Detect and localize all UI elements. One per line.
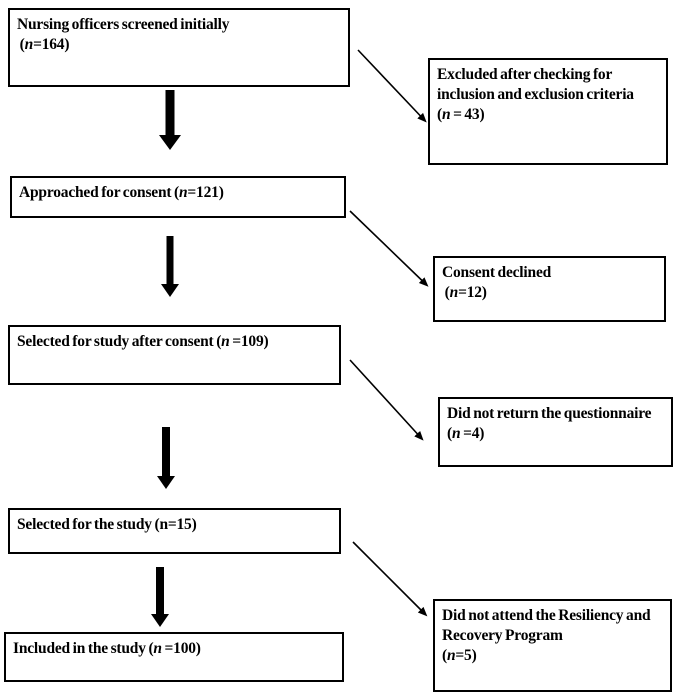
box-excluded-line2: inclusion and exclusion criteria: [437, 86, 634, 103]
box-no-attend-line2: Recovery Program: [442, 627, 563, 644]
box-screened: [8, 8, 350, 87]
box-no-attend-count: [442, 646, 663, 666]
exclusion-arrow-2: [350, 211, 422, 281]
text-segment: Selected for study after consent (: [17, 333, 222, 350]
n-symbol: n: [221, 333, 230, 350]
text-segment: = 43): [450, 106, 485, 123]
box-excluded-count: [437, 105, 659, 125]
text-segment: (: [447, 425, 452, 442]
n-symbol: n: [178, 184, 188, 201]
box-declined-count: [442, 283, 657, 303]
n-symbol: n: [441, 106, 451, 123]
text-segment: =12): [458, 284, 487, 301]
box-no-attend-line1: Did not attend the Resiliency and: [442, 607, 651, 624]
n-symbol: n: [153, 640, 162, 657]
text-segment: Approached for consent (: [19, 184, 179, 201]
text-segment: (: [442, 647, 447, 664]
exclusion-arrow-4: [353, 542, 421, 610]
down-arrow-3: [157, 427, 175, 489]
box-selected-study-label: [17, 515, 332, 535]
exclusion-arrow-1: [358, 50, 421, 116]
box-selected-after-consent: [8, 325, 341, 385]
down-arrow-2: [161, 236, 179, 297]
text-segment: =164): [33, 36, 70, 53]
n-symbol: n: [446, 647, 456, 664]
text-segment: =100): [161, 640, 201, 657]
box-screened-count: [17, 35, 341, 55]
n-symbol: n: [451, 425, 461, 442]
n-symbol: n: [449, 284, 459, 301]
text-segment: (: [17, 36, 25, 53]
box-declined: [433, 256, 666, 322]
box-questionnaire-count: [447, 424, 664, 444]
text-segment: =109): [229, 333, 269, 350]
box-selected-study: [8, 508, 341, 554]
box-excluded: [428, 58, 668, 165]
text-segment: Selected for the study (n=15): [17, 516, 197, 533]
exclusion-arrow-3: [350, 360, 418, 434]
box-included-label: [13, 639, 335, 659]
text-segment: =121): [187, 184, 224, 201]
down-arrow-1: [159, 90, 181, 150]
box-approached-label: [19, 183, 337, 203]
text-segment: =4): [460, 425, 485, 442]
box-approached: [10, 176, 346, 218]
box-screened-line1: Nursing officers screened initially: [17, 16, 230, 33]
down-arrow-4: [151, 567, 169, 627]
n-symbol: n: [24, 36, 34, 53]
box-included: [4, 632, 344, 682]
box-declined-line1: Consent declined: [442, 264, 552, 281]
box-excluded-line1: Excluded after checking for: [437, 66, 613, 83]
text-segment: =5): [455, 647, 477, 664]
text-segment: (: [442, 284, 450, 301]
text-segment: Included in the study (: [13, 640, 154, 657]
box-no-attend: [433, 599, 672, 692]
text-segment: (: [437, 106, 442, 123]
box-selected-after-consent-label: [17, 332, 332, 352]
box-questionnaire: [438, 397, 673, 467]
box-questionnaire-line1: Did not return the questionnaire: [447, 405, 652, 422]
